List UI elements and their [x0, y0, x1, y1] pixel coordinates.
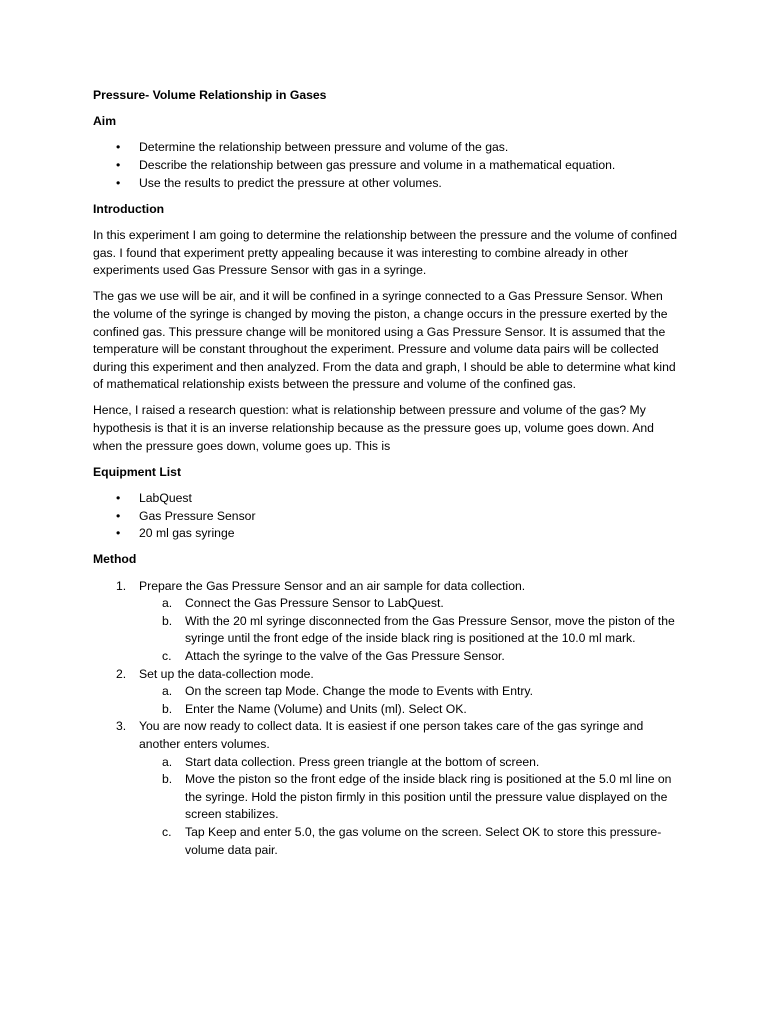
aim-heading: Aim: [93, 114, 117, 129]
aim-item: [93, 157, 683, 175]
bullet-icon: •: [116, 175, 121, 190]
substep: [139, 771, 683, 824]
substep-letter: a.: [162, 754, 173, 769]
bullet-icon: •: [116, 491, 121, 506]
substep-list: [139, 595, 683, 665]
step-text: Set up the data-collection mode.: [139, 666, 314, 681]
introduction-heading: Introduction: [93, 201, 165, 216]
introduction-paragraph: Hence, I raised a research question: what is relationship between pressure and volume of the gas? My hypothesis is that it is an inverse relationship because as the pressure goes up, volume goes down. And when the pressure goes down, volume goes up. This is: [93, 403, 654, 453]
equipment-item-text: Gas Pressure Sensor: [139, 508, 256, 523]
step-text: You are now ready to collect data. It is easiest if one person takes care of the gas syringe and another enters volumes.: [139, 719, 644, 751]
substep: [139, 824, 683, 859]
substep-letter: b.: [162, 613, 173, 628]
method-steps: [93, 578, 683, 860]
substep: [139, 754, 683, 772]
substep-letter: b.: [162, 772, 173, 787]
introduction-paragraph: In this experiment I am going to determine the relationship between the pressure and the volume of confined gas. I found that experiment pretty appealing because it was interesting to combine already in other experiments used Gas Pressure Sensor with gas in a syringe.: [93, 227, 677, 278]
step-number: 3.: [116, 719, 127, 734]
equipment-item: [93, 508, 683, 526]
document-title: Pressure- Volume Relationship in Gases: [93, 88, 327, 102]
aim-item: [93, 139, 683, 157]
aim-item: [93, 175, 683, 193]
bullet-icon: •: [116, 508, 121, 523]
method-step: [93, 578, 683, 666]
substep: [139, 595, 683, 613]
substep: [139, 613, 683, 648]
substep-text: With the 20 ml syringe disconnected from the Gas Pressure Sensor, move the piston of the syringe until the front edge of the inside black ring is positioned at the 10.0 ml mark.: [185, 613, 675, 646]
bullet-icon: •: [116, 140, 121, 155]
substep-letter: a.: [162, 684, 173, 699]
equipment-item: [93, 490, 683, 508]
substep-text: Attach the syringe to the valve of the Gas Pressure Sensor.: [185, 648, 505, 663]
substep-list: [139, 683, 683, 718]
substep-letter: b.: [162, 701, 173, 716]
substep: [139, 701, 683, 719]
step-text: Prepare the Gas Pressure Sensor and an air sample for data collection.: [139, 578, 526, 593]
substep-text: Connect the Gas Pressure Sensor to LabQuest.: [185, 596, 444, 611]
introduction-paragraph: The gas we use will be air, and it will be confined in a syringe connected to a Gas Pressure Sensor. When the volume of the syringe is changed by moving the piston, a change occurs in the pressure exerted by the confined gas. This pressure change will be monitored using a Gas Pressure Sensor. It is assumed that the temperature will be constant throughout the experiment. Pressure and volume data pairs will be collected during this experiment and then analyzed. From the data and graph, I should be able to determine what kind of mathematical relationship exists between the pressure and volume of the confined gas.: [93, 289, 676, 392]
substep-text: Tap Keep and enter 5.0, the gas volume on the screen. Select OK to store this pressure-volume data pair.: [185, 824, 662, 857]
method-heading: Method: [93, 552, 137, 567]
substep: [139, 683, 683, 701]
method-step: [93, 718, 683, 859]
substep-text: Move the piston so the front edge of the inside black ring is positioned at the 5.0 ml line on the syringe. Hold the piston firmly in this position until the pressure value displayed on the screen stabilizes.: [185, 772, 672, 822]
substep-letter: a.: [162, 596, 173, 611]
substep-text: Start data collection. Press green triangle at the bottom of screen.: [185, 754, 540, 769]
aim-list: [93, 139, 683, 192]
substep-text: On the screen tap Mode. Change the mode to Events with Entry.: [185, 684, 533, 699]
document-page: [93, 87, 683, 859]
substep: [139, 648, 683, 666]
substep-text: Enter the Name (Volume) and Units (ml). Select OK.: [185, 701, 467, 716]
substep-letter: c.: [162, 824, 172, 839]
equipment-item-text: LabQuest: [139, 491, 192, 506]
equipment-item: [93, 525, 683, 543]
method-step: [93, 666, 683, 719]
step-number: 2.: [116, 666, 127, 681]
substep-letter: c.: [162, 648, 172, 663]
aim-item-text: Use the results to predict the pressure at other volumes.: [139, 175, 442, 190]
bullet-icon: •: [116, 526, 121, 541]
bullet-icon: •: [116, 157, 121, 172]
aim-item-text: Determine the relationship between pressure and volume of the gas.: [139, 140, 509, 155]
equipment-list: [93, 490, 683, 543]
equipment-item-text: 20 ml gas syringe: [139, 526, 235, 541]
equipment-heading: Equipment List: [93, 464, 182, 479]
substep-list: [139, 754, 683, 860]
step-number: 1.: [116, 578, 127, 593]
aim-item-text: Describe the relationship between gas pressure and volume in a mathematical equation.: [139, 157, 616, 172]
